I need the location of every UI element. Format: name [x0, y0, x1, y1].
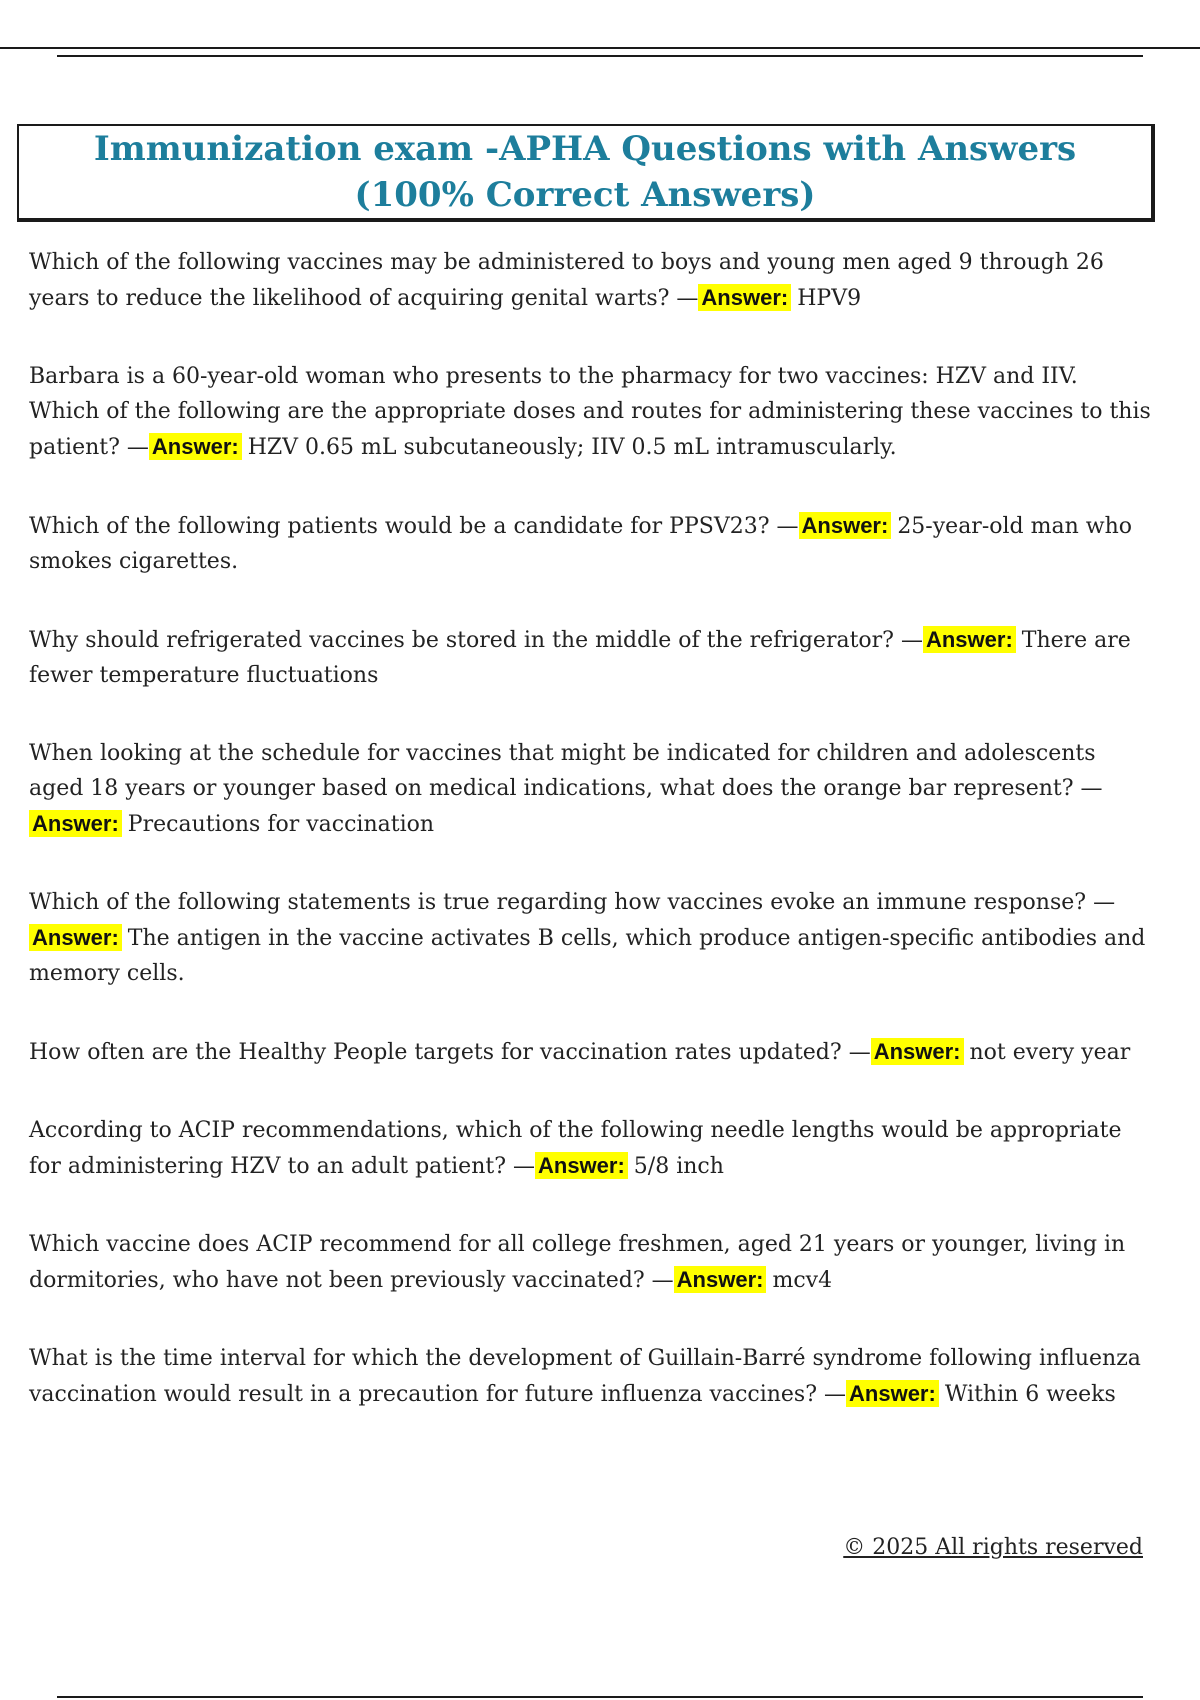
- answer-dash: —: [126, 435, 149, 460]
- question-text: Why should refrigerated vaccines be stored in the middle of the refrigerator?: [29, 628, 894, 653]
- question-text: Which of the following vaccines may be administered to boys and young men aged 9 through 26 years to reduce the likelihood of acquiring genital warts?: [29, 250, 1104, 311]
- question-text: How often are the Healthy People targets for vaccination rates updated?: [29, 1040, 842, 1065]
- answer-dash: —: [513, 1154, 535, 1179]
- answer-dash: —: [900, 628, 923, 653]
- answer-label: Answer:: [149, 433, 242, 460]
- answer-text: 5/8 inch: [633, 1154, 724, 1179]
- answer-dash: —: [651, 1268, 674, 1293]
- answer-text: There are fewer temperature fluctuations: [29, 628, 1131, 688]
- qa-item: [29, 1034, 1154, 1070]
- qa-item: [29, 245, 1154, 316]
- answer-dash: —: [676, 286, 699, 311]
- answer-dash: —: [776, 514, 799, 539]
- question-text: According to ACIP recommendations, which of the following needle lengths would be appropriate for administering HZV to an adult patient?: [29, 1118, 1122, 1179]
- question-text: Which of the following patients would be a candidate for PPSV23?: [29, 514, 770, 539]
- qa-item: [29, 622, 1154, 693]
- question-text: What is the time interval for which the development of Guillain-Barré syndrome following influenza vaccination would result in a precaution for future influenza vaccines?: [29, 1346, 1141, 1407]
- answer-text: mcv4: [772, 1268, 833, 1293]
- question-text: Barbara is a 60-year-old woman who presents to the pharmacy for two vaccines: HZV and IIV. Which of the following are the appropriate doses and routes for administering these vaccines to this patient?: [29, 364, 1151, 460]
- copyright-notice: © 2025 All rights reserved: [843, 1535, 1143, 1560]
- answer-text: HZV 0.65 mL subcutaneously; IIV 0.5 mL intramuscularly.: [247, 435, 897, 460]
- answer-text: Within 6 weeks: [944, 1382, 1116, 1407]
- answer-text: HPV9: [797, 286, 862, 311]
- bottom-rule: [57, 1696, 1143, 1698]
- answer-label: Answer:: [29, 924, 122, 951]
- qa-item: [29, 508, 1154, 579]
- answer-label: Answer:: [535, 1152, 628, 1179]
- qa-list: [29, 245, 1154, 1455]
- answer-dash: —: [1080, 776, 1103, 801]
- answer-dash: —: [1093, 890, 1116, 915]
- answer-text: Precautions for vaccination: [127, 812, 435, 837]
- qa-item: [29, 1113, 1154, 1184]
- answer-text: 25-year-old man who smokes cigarettes.: [29, 514, 1132, 574]
- question-text: Which of the following statements is true regarding how vaccines evoke an immune response?: [29, 890, 1087, 915]
- answer-label: Answer:: [799, 512, 892, 539]
- top-rule-outer: [0, 47, 1200, 49]
- qa-item: [29, 1341, 1154, 1412]
- answer-label: Answer:: [674, 1266, 767, 1293]
- qa-item: [29, 359, 1154, 465]
- answer-text: not every year: [969, 1040, 1131, 1065]
- top-rule-inner: [57, 55, 1143, 57]
- answer-text: The antigen in the vaccine activates B cells, which produce antigen-specific antibodies and memory cells.: [29, 926, 1146, 986]
- qa-item: [29, 736, 1154, 842]
- question-text: Which vaccine does ACIP recommend for all college freshmen, aged 21 years or younger, living in dormitories, who have not been previously vaccinated?: [29, 1232, 1126, 1293]
- answer-label: Answer:: [29, 810, 122, 837]
- document-title: Immunization exam -APHA Questions with Answers (100% Correct Answers): [93, 129, 1077, 215]
- title-box: [17, 124, 1155, 222]
- answer-label: Answer:: [698, 284, 791, 311]
- answer-label: Answer:: [923, 626, 1016, 653]
- qa-item: [29, 1227, 1154, 1298]
- answer-dash: —: [824, 1382, 847, 1407]
- question-text: When looking at the schedule for vaccines that might be indicated for children and adolescents aged 18 years or younger based on medical indications, what does the orange bar represent?: [29, 741, 1096, 801]
- qa-item: [29, 885, 1154, 991]
- answer-label: Answer:: [871, 1038, 964, 1065]
- answer-label: Answer:: [846, 1380, 939, 1407]
- answer-dash: —: [848, 1040, 871, 1065]
